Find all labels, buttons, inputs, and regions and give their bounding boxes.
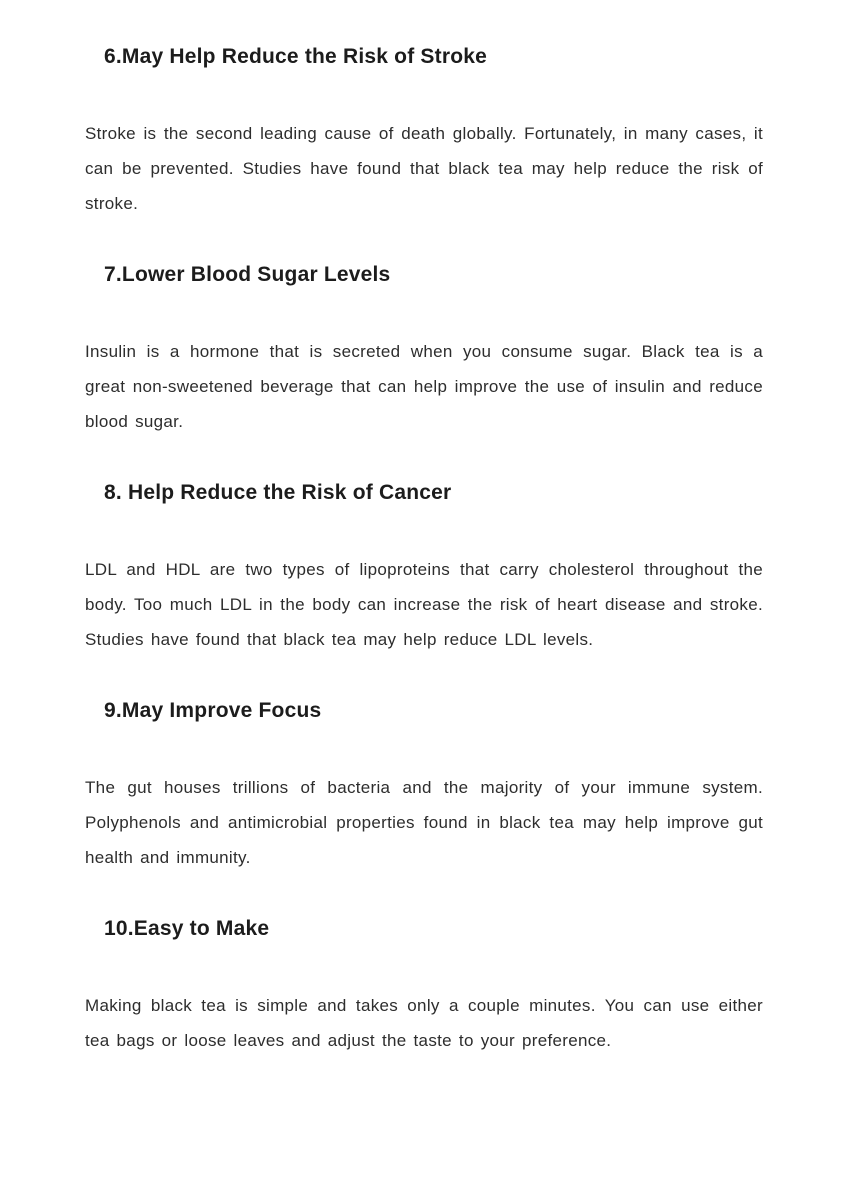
section-paragraph: Insulin is a hormone that is secreted when you consume sugar. Black tea is a great non-sweetened beverage that can help improve the use of insulin and reduce blood sugar.: [85, 342, 763, 431]
section-focus: [85, 697, 763, 875]
section-blood-sugar: [85, 261, 763, 439]
section-heading: 9.May Improve Focus: [104, 699, 322, 722]
section-heading: 10.Easy to Make: [104, 917, 270, 940]
section-heading: 6.May Help Reduce the Risk of Stroke: [104, 45, 487, 68]
section-paragraph: Stroke is the second leading cause of death globally. Fortunately, in many cases, it can be prevented. Studies have found that black tea may help reduce the risk of stroke.: [85, 124, 763, 213]
section-paragraph: The gut houses trillions of bacteria and the majority of your immune system. Polyphenols and antimicrobial properties found in black tea may help improve gut health and immunity.: [85, 778, 763, 867]
section-cancer: [85, 479, 763, 657]
section-heading: 8. Help Reduce the Risk of Cancer: [104, 481, 452, 504]
section-easy-to-make: [85, 915, 763, 1058]
section-paragraph: LDL and HDL are two types of lipoproteins that carry cholesterol throughout the body. Too much LDL in the body can increase the risk of heart disease and stroke. Studies have found that black tea may help reduce LDL levels.: [85, 560, 763, 649]
section-stroke: [85, 43, 763, 221]
section-heading: 7.Lower Blood Sugar Levels: [104, 263, 391, 286]
section-paragraph: Making black tea is simple and takes only a couple minutes. You can use either tea bags or loose leaves and adjust the taste to your preference.: [85, 996, 763, 1050]
